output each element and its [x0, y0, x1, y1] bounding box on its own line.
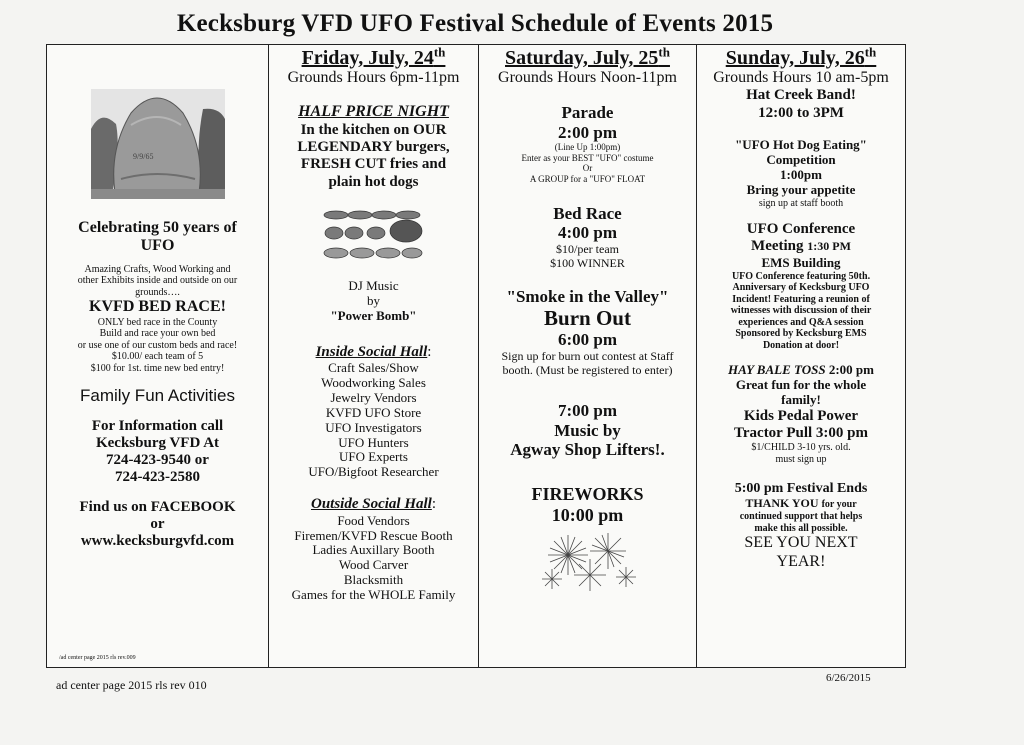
outside-item: Firemen/KVFD Rescue Booth — [294, 527, 453, 543]
outside-item: Blacksmith — [343, 572, 404, 588]
conference-line: experiences and Q&A session — [738, 316, 864, 328]
footer-revision: ad center page 2015 rls rev 010 — [56, 678, 207, 692]
ufo-conference-heading: UFO Conference — [746, 221, 856, 238]
bed-race-line-5: $100 for 1st. time new bed entry! — [90, 362, 225, 374]
hay-line: Great fun for the whole — [735, 377, 867, 393]
outside-item: Food Vendors — [337, 512, 410, 528]
info-phone-2: 724-423-2580 — [115, 469, 200, 486]
friday-heading: Friday, July, 24th — [301, 45, 446, 69]
dj-music: DJ Music — [348, 277, 399, 293]
kids-line: $1/CHILD 3-10 yrs. old. — [751, 442, 851, 454]
thanks-line: continued support that helps — [739, 511, 863, 523]
website-link[interactable]: www.kecksburgvfd.com — [80, 533, 235, 550]
hot-dog-line: Competition — [766, 151, 836, 167]
bed-race-heading: KVFD BED RACE! — [89, 298, 226, 316]
sunday-heading: Sunday, July, 26th — [725, 45, 877, 69]
hay-bale-toss: HAY BALE TOSS 2:00 pm — [728, 362, 874, 378]
hot-dog-line: 1:00pm — [780, 166, 822, 182]
burn-out-line: booth. (Must be registered to enter) — [502, 362, 673, 377]
kids-pedal-power: Kids Pedal Power — [743, 407, 859, 424]
see-you-line-2: YEAR! — [776, 552, 826, 570]
crafts-line-1: Amazing Crafts, Wood Working and — [84, 263, 231, 275]
kitchen-line-2: LEGENDARY burgers, — [297, 139, 450, 156]
inside-item: Woodworking Sales — [321, 374, 426, 390]
ufo-monument-photo — [91, 89, 225, 199]
thanks-line: make this all possible. — [754, 522, 848, 534]
outside-item: Wood Carver — [338, 557, 409, 573]
bed-race-time: 4:00 pm — [557, 223, 618, 243]
conference-line: UFO Conference featuring 50th. — [731, 270, 871, 282]
inside-item: Jewelry Vendors — [330, 389, 417, 405]
inside-item: UFO Investigators — [325, 419, 422, 435]
meeting-line: Meeting 1:30 PM — [751, 238, 851, 255]
page-title: Kecksburg VFD UFO Festival Schedule of Events 2015 — [176, 10, 774, 37]
fireworks-illustration — [538, 529, 638, 593]
info-column — [47, 45, 269, 667]
kitchen-line-3: FRESH CUT fries and — [300, 156, 447, 173]
conference-line: Incident! Featuring a reunion of — [732, 293, 870, 305]
friday-hours: Grounds Hours 6pm-11pm — [287, 69, 460, 86]
fireworks-heading: FIREWORKS — [531, 484, 644, 505]
footer-date: 6/26/2015 — [826, 672, 871, 684]
conference-line: Sponsored by Kecksburg EMS — [735, 328, 867, 340]
parade-line: Or — [582, 163, 593, 174]
saturday-heading: Saturday, July, 25th — [505, 45, 670, 69]
bed-race-prize: $100 WINNER — [550, 255, 625, 270]
parade-line: Enter as your BEST "UFO" costume — [521, 152, 654, 163]
info-line-2: Kecksburg VFD At — [95, 434, 220, 451]
inside-social-hall-heading: Inside Social Hall: — [315, 343, 432, 360]
kids-line: must sign up — [775, 453, 827, 465]
parade-line: A GROUP for a "UFO" FLOAT — [529, 173, 646, 184]
burn-out-line: Sign up for burn out contest at Staff — [501, 348, 674, 363]
music-by: Music by — [554, 420, 621, 440]
inside-item: UFO Experts — [339, 449, 408, 465]
conference-line: Anniversary of Kecksburg UFO — [732, 282, 870, 294]
half-price-night: HALF PRICE NIGHT — [298, 103, 449, 121]
see-you-line-1: SEE YOU NEXT — [744, 534, 858, 552]
outside-social-hall-heading: Outside Social Hall: — [310, 496, 436, 513]
outside-item: Games for the WHOLE Family — [291, 587, 456, 603]
ems-building: EMS Building — [761, 254, 841, 270]
band-name: Agway Shop Lifters!. — [510, 440, 665, 460]
celebrating-line-2: UFO — [140, 237, 175, 255]
hot-dog-signup: sign up at staff booth — [758, 197, 844, 209]
bed-race-line-1: ONLY bed race in the County — [97, 316, 218, 328]
inside-item: Craft Sales/Show — [328, 359, 419, 375]
hot-dog-line: Bring your appetite — [746, 181, 856, 197]
inside-item: UFO/Bigfoot Researcher — [308, 464, 439, 480]
hat-creek-band: Hat Creek Band! — [746, 87, 856, 104]
bed-race-line-2: Build and race your own bed — [99, 328, 216, 340]
inside-item: KVFD UFO Store — [325, 404, 422, 420]
dj-power-bomb: "Power Bomb" — [330, 307, 417, 323]
hot-dog-line: "UFO Hot Dog Eating" — [735, 136, 867, 152]
crafts-line-2: other Exhibits inside and outside on our — [77, 275, 238, 287]
bed-race-fee: $10/per team — [556, 241, 619, 256]
hat-creek-time: 12:00 to 3PM — [758, 104, 844, 121]
parade-line: (Line Up 1:00pm) — [554, 142, 621, 153]
info-phone-1: 724-423-9540 or — [106, 452, 209, 469]
dj-by: by — [367, 292, 380, 308]
smoke-in-the-valley: "Smoke in the Valley" — [506, 286, 669, 306]
kitchen-line-4: plain hot dogs — [328, 173, 419, 190]
revision-note: /ad center page 2015 rls rev.009 — [59, 655, 136, 661]
sunday-hours: Grounds Hours 10 am-5pm — [713, 69, 889, 86]
svg-text:9/9/65: 9/9/65 — [132, 152, 153, 161]
family-fun-heading: Family Fun Activities — [80, 386, 235, 406]
festival-ends: 5:00 pm Festival Ends — [734, 481, 868, 497]
bed-race-line-3: or use one of our custom beds and race! — [77, 339, 238, 351]
conference-line: witnesses with discussion of their — [730, 305, 872, 317]
burn-out-heading: Burn Out — [544, 306, 631, 331]
hay-line: family! — [781, 391, 821, 407]
bed-race-line-4: $10.00/ each team of 5 — [111, 351, 204, 363]
saturday-column — [479, 45, 697, 667]
thank-you-line: THANK YOU for your — [745, 496, 857, 511]
sunday-column — [697, 45, 905, 667]
facebook-or: or — [150, 515, 165, 532]
crafts-line-3: grounds…. — [135, 286, 180, 298]
inside-item: UFO Hunters — [338, 434, 409, 450]
celebrating-line-1: Celebrating 50 years of — [78, 219, 237, 236]
outside-item: Ladies Auxillary Booth — [312, 542, 435, 558]
info-line-1: For Information call — [91, 417, 224, 434]
parade-heading: Parade — [561, 103, 614, 123]
friday-column — [269, 45, 479, 667]
parade-time: 2:00 pm — [557, 122, 618, 142]
schedule-table — [46, 44, 906, 668]
tractor-pull: Tractor Pull 3:00 pm — [733, 425, 868, 442]
food-illustration — [322, 207, 426, 263]
conference-line: Donation at door! — [762, 339, 840, 351]
fireworks-time: 10:00 pm — [551, 504, 624, 525]
saturday-hours: Grounds Hours Noon-11pm — [498, 69, 677, 86]
facebook-line: Find us on FACEBOOK — [79, 498, 236, 515]
burn-out-time: 6:00 pm — [557, 330, 618, 350]
music-time: 7:00 pm — [557, 401, 618, 421]
kitchen-line-1: In the kitchen on OUR — [300, 121, 447, 138]
bed-race-event: Bed Race — [553, 203, 622, 223]
